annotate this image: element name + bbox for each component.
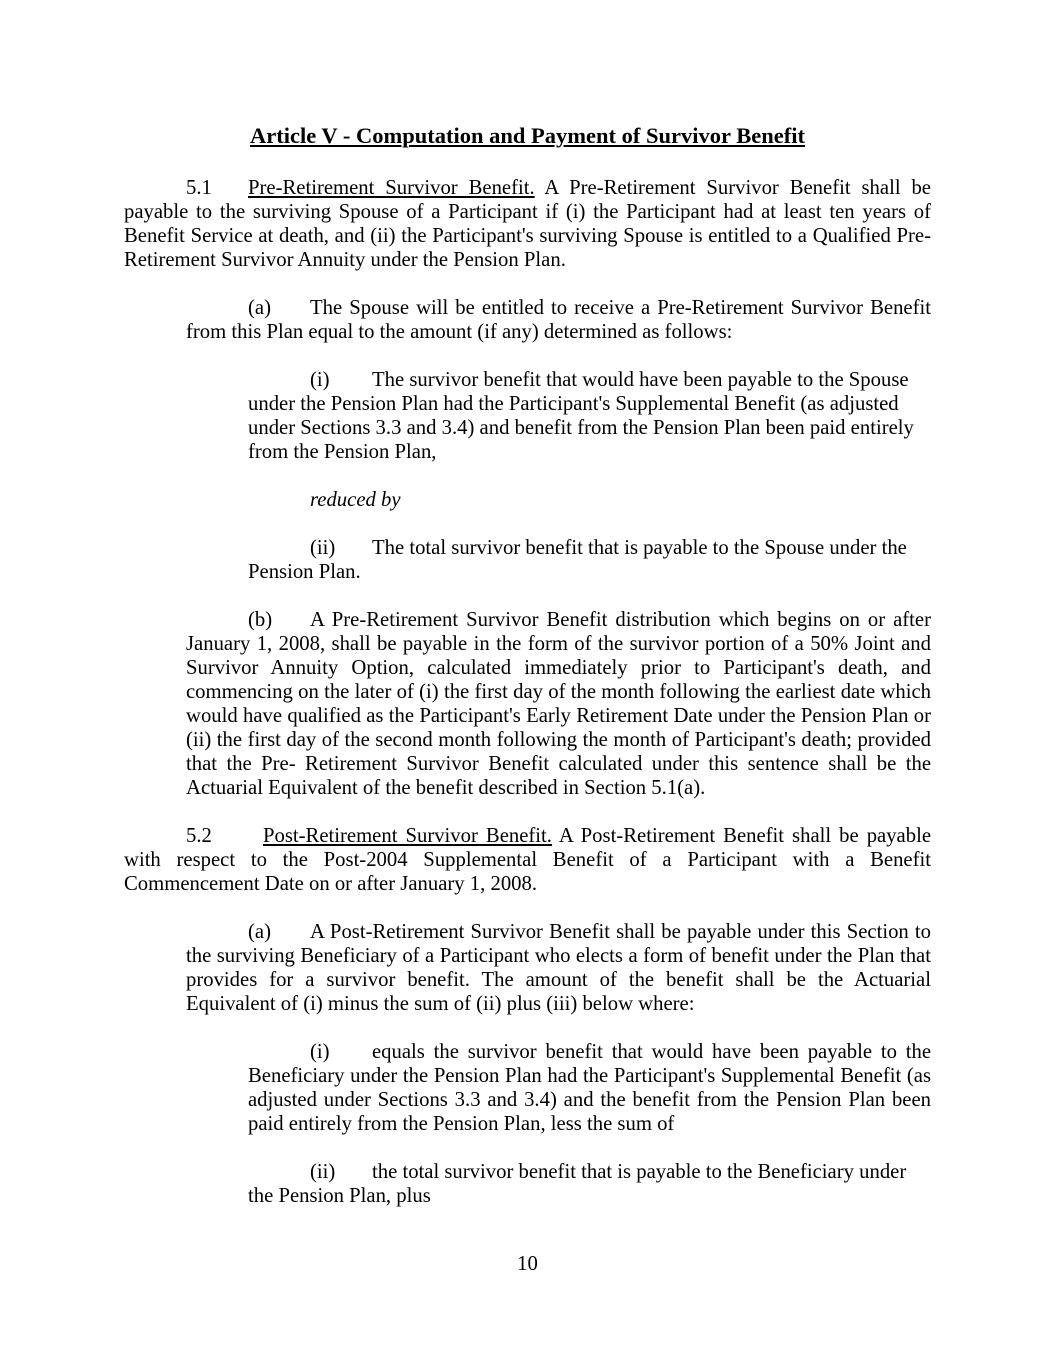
section-5-1-number: 5.1 [186, 177, 212, 199]
clause-5-1-a-label: (a) [248, 297, 271, 319]
section-5-2-heading: Post-Retirement Survivor Benefit. [263, 825, 552, 847]
document-content [124, 123, 931, 1232]
clause-5-1-b [186, 608, 931, 800]
section-5-2-paragraph [124, 824, 931, 896]
clause-5-2-a-text: A Post-Retirement Survivor Benefit shall be payable under this Section to the surviving Beneficiary of a Participant who elects a form of benefit under the Plan that provides for a survivor benefit. The amount of the benefit shall be the Actuarial Equivalent of (i) minus the sum of (ii) plus (iii) below where: [186, 921, 931, 1015]
section-5-1-paragraph [124, 176, 931, 272]
clause-5-1-a-i [248, 368, 931, 464]
clause-5-2-a-ii-text: the total survivor benefit that is payable to the Beneficiary under the Pension Plan, plus [248, 1161, 907, 1207]
section-5-1-body: A Pre-Retirement Survivor Benefit shall be payable to the surviving Spouse of a Participant if (i) the Participant had at least ten years of Benefit Service at death, and (ii) the Participant's surviving Spouse is entitled to a Qualified Pre- Retirement Survivor Annuity under the Pension Plan. [124, 177, 931, 271]
clause-5-1-a-i-label: (i) [310, 369, 330, 391]
clause-5-2-a-ii-label: (ii) [310, 1161, 336, 1183]
page-number: 10 [517, 1253, 538, 1275]
clause-5-2-a [186, 920, 931, 1016]
clause-5-1-a-ii [248, 536, 931, 584]
section-5-1-heading: Pre-Retirement Survivor Benefit. [248, 177, 535, 199]
article-title: Article V - Computation and Payment of Survivor Benefit [250, 123, 805, 148]
clause-5-1-a-text: The Spouse will be entitled to receive a Pre-Retirement Survivor Benefit from this Plan equal to the amount (if any) determined as follows: [186, 297, 931, 343]
clause-5-1-a [186, 296, 931, 344]
section-5-2-number: 5.2 [186, 825, 212, 847]
clause-5-2-a-i-text: equals the survivor benefit that would have been payable to the Beneficiary under the Pension Plan had the Participant's Supplemental Benefit (as adjusted under Sections 3.3 and 3.4) and the benefit from the Pension Plan been paid entirely from the Pension Plan, less the sum of [248, 1041, 931, 1135]
clause-5-2-a-ii [248, 1160, 931, 1208]
clause-5-1-a-i-text: The survivor benefit that would have been payable to the Spouse under the Pension Plan had the Participant's Supplemental Benefit (as adjusted under Sections 3.3 and 3.4) and benefit from the Pension Plan been paid entirely from the Pension Plan, [248, 369, 914, 463]
clause-5-2-a-label: (a) [248, 921, 271, 943]
reduced-by-phrase: reduced by [310, 489, 401, 511]
clause-5-2-a-i-label: (i) [310, 1041, 330, 1063]
clause-5-2-a-i [248, 1040, 931, 1136]
clause-5-1-b-label: (b) [248, 609, 273, 631]
clause-5-1-b-text: A Pre-Retirement Survivor Benefit distribution which begins on or after January 1, 2008, shall be payable in the form of the survivor portion of a 50% Joint and Survivor Annuity Option, calculated immediately prior to Participant's death, and commencing on the later of (i) the first day of the month following the earliest date which would have qualified as the Participant's Early Retirement Date under the Pension Plan or (ii) the first day of the second month following the month of Participant's death; provided that the Pre- Retirement Survivor Benefit calculated under this sentence shall be the Actuarial Equivalent of the benefit described in Section 5.1(a). [186, 609, 931, 799]
clause-5-1-a-ii-text: The total survivor benefit that is payable to the Spouse under the Pension Plan. [248, 537, 907, 583]
clause-5-1-a-ii-label: (ii) [310, 537, 336, 559]
section-5-2-body: A Post-Retirement Benefit shall be payable with respect to the Post-2004 Supplemental Benefit of a Participant with a Benefit Commencement Date on or after January 1, 2008. [124, 825, 932, 895]
